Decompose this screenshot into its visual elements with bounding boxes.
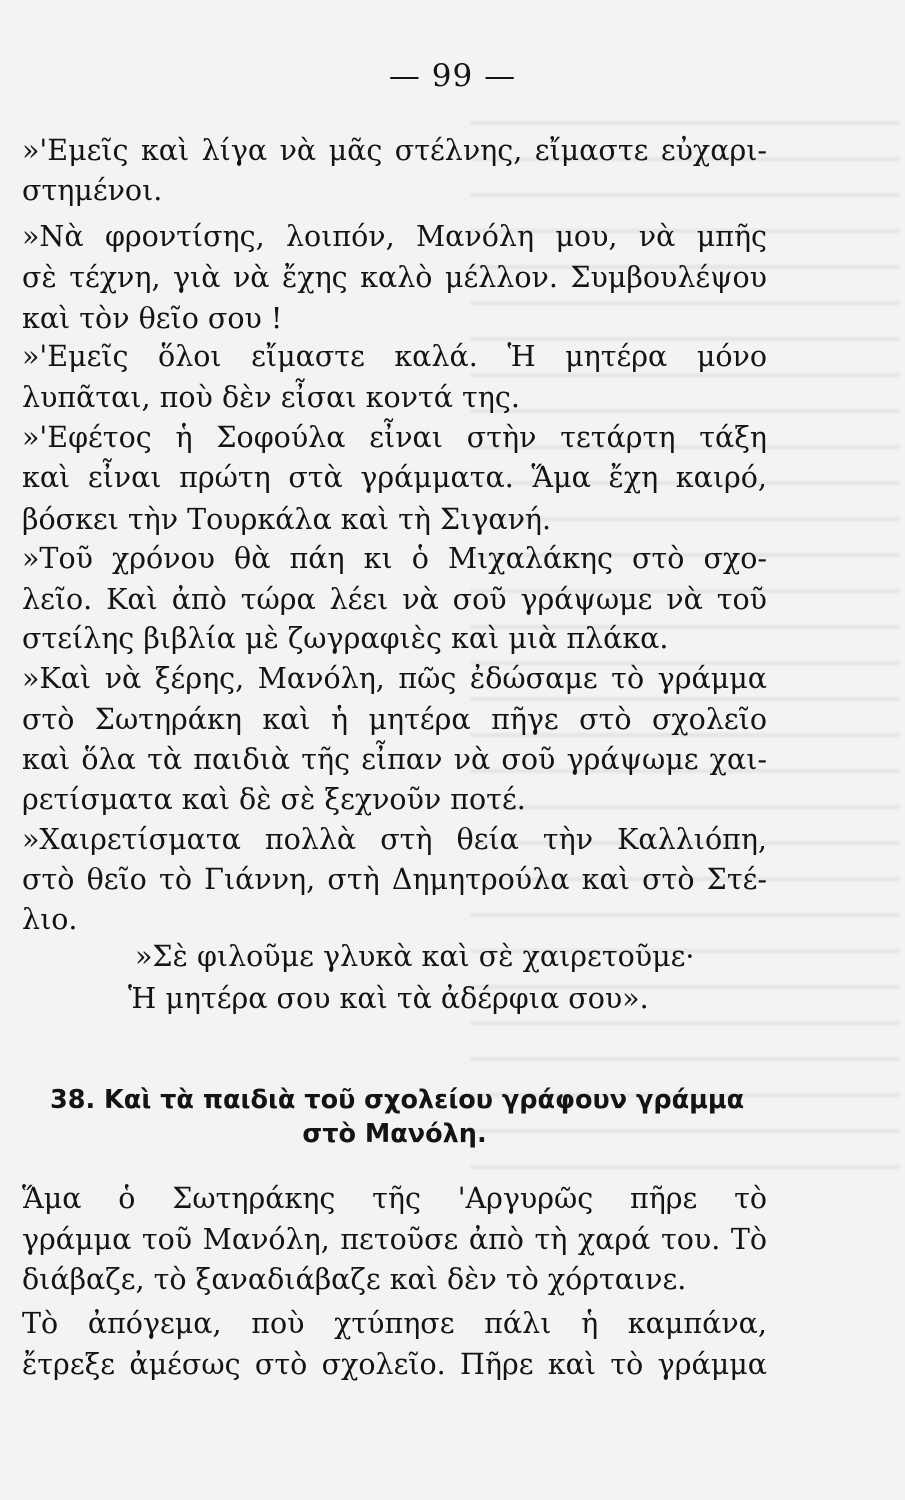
text-line: γράμμα τοῦ Μανόλη, πετοῦσε ἀπὸ τὴ χαρά του. Τὸ — [22, 1223, 767, 1256]
text-line: καὶ τὸν θεῖο σου ! — [22, 302, 283, 335]
text-line: στημένοι. — [22, 174, 163, 207]
text-line: »Καὶ νὰ ξέρης, Μανόλη, πῶς ἐδώσαμε τὸ γράμμα — [22, 662, 767, 695]
text-line: »'Εμεῖς καὶ λίγα νὰ μᾶς στέλνης, εἴμαστε εὐχαρι- — [22, 134, 767, 167]
text-line: Ἅμα ὁ Σωτηράκης τῆς 'Αργυρῶς πῆρε τὸ — [22, 1182, 767, 1215]
text-line: καὶ ὅλα τὰ παιδιὰ τῆς εἶπαν νὰ σοῦ γράψωμε χαι- — [22, 743, 767, 776]
section-heading-continuation: στὸ Μανόλη. — [302, 1119, 487, 1149]
text-line: λιο. — [22, 903, 78, 936]
text-line: λυπᾶται, ποὺ δὲν εἶσαι κοντά της. — [22, 381, 520, 414]
text-line: ἔτρεξε ἀμέσως στὸ σχολεῖο. Πῆρε καὶ τὸ γράμμα — [22, 1348, 767, 1381]
text-line: στείλης βιβλία μὲ ζωγραφιὲς καὶ μιὰ πλάκα. — [22, 622, 669, 655]
text-line: βόσκει τὴν Τουρκάλα καὶ τὴ Σιγανή. — [22, 503, 552, 536]
text-line: »Τοῦ χρόνου θὰ πάη κι ὁ Μιχαλάκης στὸ σχο- — [22, 542, 767, 575]
text-line: »'Εμεῖς ὅλοι εἴμαστε καλά. Ἡ μητέρα μόνο — [22, 340, 767, 373]
text-line: σὲ τέχνη, γιὰ νὰ ἔχης καλὸ μέλλον. Συμβουλέψου — [22, 261, 767, 294]
text-line: στὸ Σωτηράκη καὶ ἡ μητέρα πῆγε στὸ σχολεῖο — [22, 703, 767, 736]
page-number: — 99 — — [388, 58, 517, 94]
text-line: στὸ θεῖο τὸ Γιάννη, στὴ Δημητρούλα καὶ στὸ Στέ- — [22, 863, 767, 896]
text-line: »Χαιρετίσματα πολλὰ στὴ θεία τὴν Καλλιόπη, — [22, 823, 767, 856]
closing-line: »Σὲ φιλοῦμε γλυκὰ καὶ σὲ χαιρετοῦμε· — [135, 940, 695, 973]
text-line: Τὸ ἀπόγεμα, ποὺ χτύπησε πάλι ἡ καμπάνα, — [22, 1307, 767, 1340]
text-line: ρετίσματα καὶ δὲ σὲ ξεχνοῦν ποτέ. — [22, 783, 526, 816]
text-line: καὶ εἶναι πρώτη στὰ γράμματα. Ἅμα ἔχη καιρό, — [22, 461, 767, 494]
text-line: »'Εφέτος ἡ Σοφούλα εἶναι στὴν τετάρτη τάξη — [22, 421, 767, 454]
text-line: λεῖο. Καὶ ἀπὸ τώρα λέει νὰ σοῦ γράψωμε νὰ τοῦ — [22, 583, 767, 616]
text-line: διάβαζε, τὸ ξαναδιάβαζε καὶ δὲν τὸ χόρταινε. — [22, 1263, 687, 1296]
text-line: »Νὰ φροντίσης, λοιπόν, Μανόλη μου, νὰ μπῆς — [22, 220, 767, 253]
closing-line: Ἡ μητέρα σου καὶ τὰ ἀδέρφια σου». — [128, 982, 649, 1015]
section-heading: 38. Καὶ τὰ παιδιὰ τοῦ σχολείου γράφουν γράμμα — [50, 1085, 745, 1115]
